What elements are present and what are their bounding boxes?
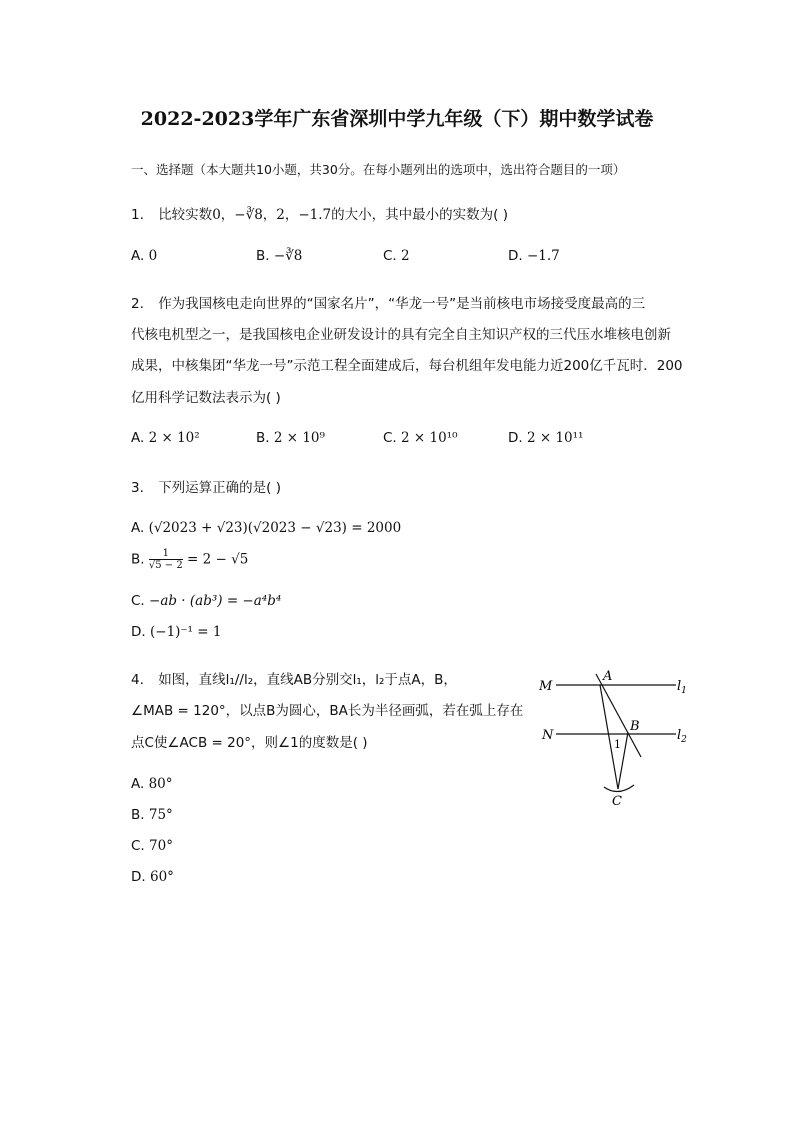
option-label: A. xyxy=(131,520,145,536)
option-1c[interactable] xyxy=(383,248,410,264)
option-value: 2 × 10⁹ xyxy=(273,430,325,446)
question-4 xyxy=(131,668,457,688)
label-c: C xyxy=(612,794,622,809)
fraction-denominator: √5 − 2 xyxy=(148,560,183,571)
question-stem-line: 代核电机型之一，是我国核电企业研发设计的具有完全自主知识产权的三代压水堆核电创新 xyxy=(131,327,671,343)
option-label: D. xyxy=(508,248,523,264)
option-3c[interactable] xyxy=(131,593,281,609)
question-number: 3. xyxy=(131,480,144,496)
question-stem-line: 点C使∠ACB = 20°，则∠1的度数是( ) xyxy=(131,735,368,751)
option-1d[interactable] xyxy=(508,248,560,264)
option-2a[interactable] xyxy=(131,430,200,446)
option-4c[interactable] xyxy=(131,838,173,854)
question-stem-line: 成果，中核集团“华龙一号”示范工程全面建成后，每台机组年发电能力近200亿千瓦时．200 xyxy=(131,358,683,374)
question-stem-line: 作为我国核电走向世界的“国家名片”，“华龙一号”是当前核电市场接受度最高的三 xyxy=(158,296,646,312)
label-m: M xyxy=(539,679,553,694)
question-number: 4. xyxy=(131,672,144,688)
segment-ac xyxy=(600,685,618,789)
option-value: −1.7 xyxy=(526,248,560,264)
option-value: 2 × 10² xyxy=(148,430,200,446)
option-4d[interactable] xyxy=(131,869,174,885)
option-3a[interactable] xyxy=(131,520,401,536)
label-l1: $l_1$ xyxy=(677,679,687,696)
label-b: B xyxy=(630,719,640,734)
option-label: C. xyxy=(383,248,397,264)
option-value: 75° xyxy=(148,807,173,823)
option-value: 60° xyxy=(149,869,174,885)
question-stem-text: 下列运算正确的是( ) xyxy=(158,480,282,496)
question-number: 1. xyxy=(131,207,144,223)
option-4a[interactable] xyxy=(131,776,173,792)
label-a: A xyxy=(603,669,613,684)
question-number: 2. xyxy=(131,296,144,312)
option-4b[interactable] xyxy=(131,807,173,823)
option-label: C. xyxy=(131,838,145,854)
option-3b[interactable] xyxy=(131,548,248,571)
option-label: B. xyxy=(131,551,145,568)
option-2b[interactable] xyxy=(256,430,325,446)
option-label: D. xyxy=(131,624,146,640)
option-label: D. xyxy=(508,430,523,446)
question-stem-text: 比较实数 xyxy=(158,207,213,223)
fraction xyxy=(149,548,183,571)
fraction-numerator: 1 xyxy=(149,548,183,560)
option-label: A. xyxy=(131,776,145,792)
option-value: 2 xyxy=(401,248,410,264)
option-value: 0 xyxy=(148,248,158,264)
question-stem-numbers: 0，−∛8，2，−1.7 xyxy=(212,207,332,223)
geometry-figure xyxy=(530,664,700,814)
option-label: B. xyxy=(131,807,145,823)
option-value: 70° xyxy=(149,838,173,854)
option-1a[interactable] xyxy=(131,248,157,264)
question-stem-line: ∠MAB = 120°，以点B为圆心，BA长为半径画弧，若在弧上存在 xyxy=(131,703,524,719)
option-value: 2 × 10¹¹ xyxy=(526,430,584,446)
option-value: 80° xyxy=(148,776,173,792)
option-label: A. xyxy=(131,248,145,264)
option-label: C. xyxy=(131,593,145,609)
page-title: 2022-2023学年广东省深圳中学九年级（下）期中数学试卷 xyxy=(140,108,654,130)
label-n: N xyxy=(542,728,554,743)
question-stem-line: 亿用科学记数法表示为( ) xyxy=(131,390,281,406)
question-1 xyxy=(131,203,508,223)
option-value: 2 × 10¹⁰ xyxy=(401,430,458,446)
question-3 xyxy=(131,476,281,496)
option-label: C. xyxy=(383,430,397,446)
option-value: (√2023 + √23)(√2023 − √23) = 2000 xyxy=(148,520,402,536)
option-2c[interactable] xyxy=(383,430,458,446)
label-l2: $l_2$ xyxy=(677,728,687,745)
question-stem-line: 如图，直线l₁//l₂，直线AB分别交l₁，l₂于点A，B， xyxy=(158,672,457,688)
option-value: = 2 − √5 xyxy=(187,551,249,568)
option-value: −∛8 xyxy=(273,248,303,264)
option-label: A. xyxy=(131,430,145,446)
option-value: −ab · (ab³) = −a⁴b⁴ xyxy=(149,593,282,609)
question-stem-text: 的大小，其中最小的实数为( ) xyxy=(331,207,508,223)
question-2 xyxy=(131,292,645,312)
section-heading: 一、选择题（本大题共10小题，共30分。在每小题列出的选项中，选出符合题目的一项） xyxy=(131,162,626,177)
option-1b[interactable] xyxy=(256,248,302,264)
option-label: B. xyxy=(256,248,270,264)
option-label: B. xyxy=(256,430,270,446)
option-3d[interactable] xyxy=(131,624,221,640)
option-2d[interactable] xyxy=(508,430,583,446)
label-angle-1: 1 xyxy=(614,738,621,751)
option-value: (−1)⁻¹ = 1 xyxy=(149,624,222,640)
option-label: D. xyxy=(131,869,146,885)
